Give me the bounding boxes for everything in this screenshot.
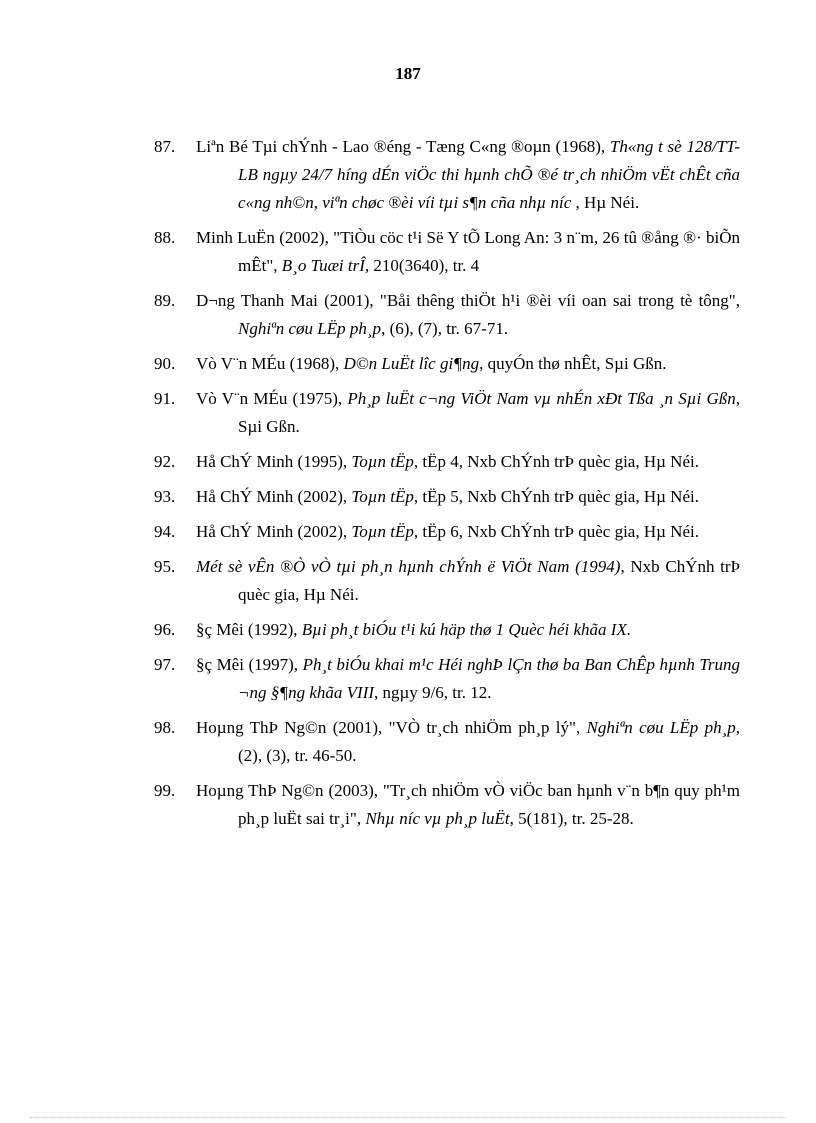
reference-text [196, 651, 740, 707]
reference-segment: Vò V¨n MÉu (1968), [196, 354, 344, 373]
reference-text [196, 385, 740, 441]
reference-entry [154, 385, 740, 441]
reference-number: 95. [154, 557, 176, 576]
reference-text [196, 448, 740, 476]
reference-entry [154, 616, 740, 644]
reference-entry [154, 287, 740, 343]
reference-segment: , ngµy 9/6, tr. 12. [374, 683, 492, 702]
reference-number: 99. [154, 781, 176, 800]
reference-entry [154, 714, 740, 770]
reference-text [196, 287, 740, 343]
reference-number: 97. [154, 655, 176, 674]
reference-title: Bµi ph¸t biÓu t¹i kú häp thø 1 Quèc héi khãa IX. [301, 620, 632, 639]
reference-title: Ph¸t biÓu khai m¹c Héi nghÞ lÇn thø ba Ban ChÊp hµnh Trung ¬ng §¶ng khãa VIII [238, 655, 740, 702]
reference-segment: Vò V¨n MÉu (1975), [196, 389, 348, 408]
reference-number: 88. [154, 228, 176, 247]
reference-entry [154, 651, 740, 707]
reference-title: Toµn tËp [351, 452, 414, 471]
reference-title: Ph¸p luËt c¬ng ViÖt Nam vµ nhÉn xÐt Tßa ¸n Sµi Gßn [347, 389, 736, 408]
reference-segment: Hå ChÝ Minh (1995), [196, 452, 352, 471]
reference-segment: §ç Mêi (1992), [196, 620, 302, 639]
reference-title: B¸o Tuæi trÎ [281, 256, 365, 275]
reference-entry [154, 448, 740, 476]
reference-segment: , Sµi Gßn. [238, 389, 740, 436]
reference-segment: §ç Mêi (1997), [196, 655, 303, 674]
reference-entry [154, 777, 740, 833]
reference-entry [154, 133, 740, 217]
reference-list [154, 133, 740, 840]
reference-number: 89. [154, 291, 176, 310]
reference-number: 90. [154, 354, 176, 373]
reference-number: 96. [154, 620, 176, 639]
reference-text [196, 133, 740, 217]
page-bottom-divider [30, 1117, 786, 1118]
page-number: 187 [395, 64, 421, 83]
reference-segment: Liªn Bé Tµi chÝnh - Lao ®éng - Tæng C«ng ®oµn (1968), [196, 137, 610, 156]
reference-segment: Hå ChÝ Minh (2002), [196, 487, 352, 506]
reference-segment: Hoµng ThÞ Ng©n (2003), "Tr¸ch nhiÖm vÒ viÖc ban hµnh v¨n b¶n quy ph¹m ph¸p luËt sai tr¸i", [196, 781, 740, 828]
reference-title: Nghiªn cøu LËp ph¸p [238, 319, 382, 338]
reference-title: Mét sè vÊn ®Ò vÒ tµi ph¸n hµnh chÝnh ë ViÖt Nam (1994) [196, 557, 621, 576]
reference-entry [154, 518, 740, 546]
reference-number: 91. [154, 389, 176, 408]
reference-segment: , tËp 6, Nxb ChÝnh trÞ quèc gia, Hµ Néi. [413, 522, 699, 541]
reference-text [196, 777, 740, 833]
reference-text [196, 616, 740, 644]
reference-segment: , (2), (3), tr. 46-50. [238, 718, 740, 765]
reference-segment: , 210(3640), tr. 4 [364, 256, 480, 275]
reference-segment: , Nxb ChÝnh trÞ quèc gia, Hµ Néi. [238, 557, 741, 604]
reference-entry [154, 224, 740, 280]
reference-title: Nghiªn cøu LËp ph¸p [586, 718, 736, 737]
reference-text [196, 553, 740, 609]
reference-segment: , Hµ Néi. [571, 193, 640, 212]
reference-text [196, 350, 740, 378]
reference-segment: , quyÓn thø nhÊt, Sµi Gßn. [479, 354, 667, 373]
reference-segment: Hå ChÝ Minh (2002), [196, 522, 352, 541]
reference-entry [154, 553, 740, 609]
reference-text [196, 518, 740, 546]
reference-segment: , 5(181), tr. 25-28. [509, 809, 634, 828]
reference-text [196, 224, 740, 280]
reference-segment: Minh LuËn (2002), "TiÒu cöc t¹i Së Y tÕ Long An: 3 n¨m, 26 tû ®ång ®· biÕn mÊt", [196, 228, 740, 275]
reference-number: 92. [154, 452, 176, 471]
reference-text [196, 483, 740, 511]
reference-title: Nhµ níc vµ ph¸p luËt [365, 809, 510, 828]
reference-number: 94. [154, 522, 176, 541]
reference-entry [154, 483, 740, 511]
reference-number: 93. [154, 487, 176, 506]
reference-title: Th«ng t sè 128/TT-LB ngµy 24/7 híng dÉn viÖc thi hµnh chÕ ®é tr¸ch nhiÖm vËt chÊt cña c«ng nh©n, viªn chøc ®èi víi tµi s¶n cña nhµ níc [238, 137, 740, 212]
reference-title: Toµn tËp [351, 522, 414, 541]
reference-entry [154, 350, 740, 378]
reference-number: 98. [154, 718, 176, 737]
reference-segment: , tËp 4, Nxb ChÝnh trÞ quèc gia, Hµ Néi. [413, 452, 699, 471]
reference-title: Toµn tËp [351, 487, 414, 506]
reference-number: 87. [154, 137, 176, 156]
reference-text [196, 714, 740, 770]
reference-title: D©n LuËt lîc gi¶ng [343, 354, 480, 373]
reference-segment: D¬ng Thanh Mai (2001), "Båi thêng thiÖt h¹i ®èi víi oan sai trong tè tông", [196, 291, 740, 310]
reference-segment: , tËp 5, Nxb ChÝnh trÞ quèc gia, Hµ Néi. [413, 487, 699, 506]
reference-segment: Hoµng ThÞ Ng©n (2001), "VÒ tr¸ch nhiÖm ph¸p lý", [196, 718, 587, 737]
reference-segment: , (6), (7), tr. 67-71. [381, 319, 509, 338]
